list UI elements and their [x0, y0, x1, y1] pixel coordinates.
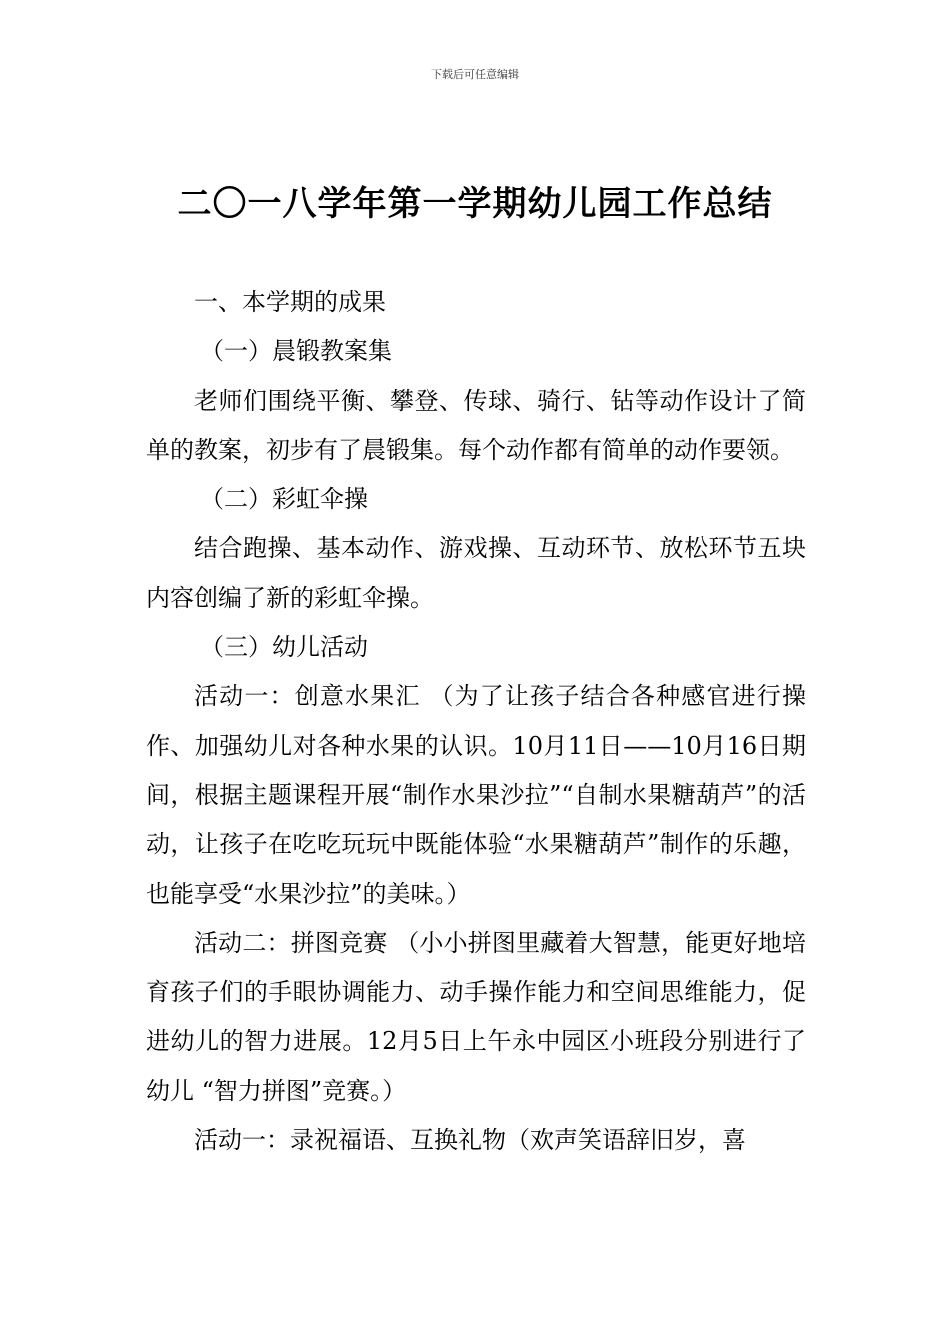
subsection-heading: （二）彩虹伞操	[200, 485, 368, 514]
paragraph: 活动二：拼图竞赛 （小小拼图里藏着大智慧，能更好地培育孩子们的手眼协调能力、动手操作能力和空间思维能力，促进幼儿的智力进展。12月5日上午永中园区小班段分别进行了幼儿 “智力拼图”竞赛。）	[146, 928, 806, 1105]
paragraph: 老师们围绕平衡、攀登、传球、骑行、钻等动作设计了简单的教案，初步有了晨锻集。每个动作都有简单的动作要领。	[146, 386, 806, 464]
paragraph: 结合跑操、基本动作、游戏操、互动环节、放松环节五块内容创编了新的彩虹伞操。	[146, 534, 806, 612]
section-heading: 一、本学期的成果	[194, 288, 386, 316]
header-note: 下载后可任意编辑	[431, 68, 519, 81]
subsection-heading: （一）晨锻教案集	[200, 337, 392, 366]
document-title: 二〇一八学年第一学期幼儿园工作总结	[177, 184, 773, 224]
subsection-heading: （三）幼儿活动	[200, 633, 368, 662]
paragraph: 活动一：录祝福语、互换礼物（欢声笑语辞旧岁，喜	[194, 1126, 746, 1155]
paragraph: 活动一：创意水果汇 （为了让孩子结合各种感官进行操作、加强幼儿对各种水果的认识。10月11日——10月16日期间，根据主题课程开展“制作水果沙拉”“自制水果糖葫芦”的活动，让孩子在吃吃玩玩中既能体验“水果糖葫芦”制作的乐趣，也能享受“水果沙拉”的美味。）	[146, 682, 806, 908]
document-body	[146, 278, 806, 1165]
